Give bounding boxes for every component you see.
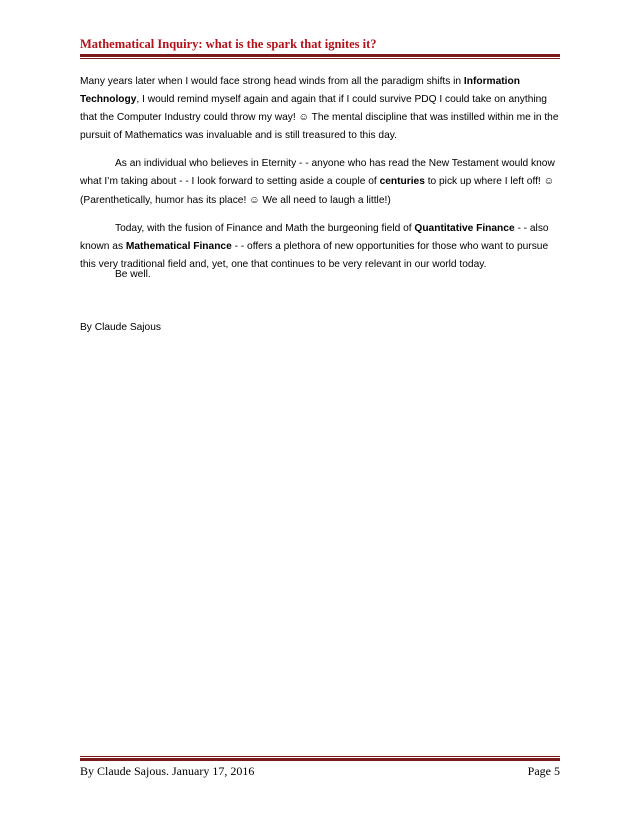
paragraph-1-bold-1: Information Technology	[80, 76, 520, 106]
paragraph-3-text-3: - - offers a plethora of new opportunities for those who want to pursue this very traditional field and, yet, one that continues to be very relevant in our world today.	[80, 240, 549, 270]
footer-rule	[80, 758, 560, 761]
farewell-line: Be well.	[115, 269, 151, 280]
footer-author-date: By Claude Sajous. January 17, 2016	[80, 764, 255, 778]
body-text	[80, 73, 560, 284]
footer-rule-thin	[80, 756, 560, 757]
paragraph-3	[80, 220, 560, 274]
page-header-title: Mathematical Inquiry: what is the spark that ignites it?	[80, 37, 377, 51]
paragraph-2-bold-1: centuries	[379, 176, 425, 188]
header-rule	[80, 54, 560, 57]
paragraph-1-text-1: Many years later when I would face strong head winds from all the paradigm shifts in	[80, 76, 464, 87]
paragraph-1-text-2: , I would remind myself again and again that if I could survive PDQ I could take on anything that the Computer Industry could throw my way! ☺ The mental discipline that was instilled within me in the pursuit of Mathematics was invaluable and is still treasured to this day.	[80, 94, 559, 142]
header-rule-thin	[80, 58, 560, 59]
paragraph-3-text-1: Today, with the fusion of Finance and Math the burgeoning field of	[115, 222, 415, 234]
author-byline: By Claude Sajous	[80, 322, 161, 333]
paragraph-3-text-2: - - also known as	[80, 222, 549, 252]
paragraph-3-bold-2: Mathematical Finance	[125, 240, 232, 252]
paragraph-2-text-2: to pick up where I left off! ☺ (Parenthetically, humor has its place! ☺ We all need to laugh a little!)	[80, 176, 554, 206]
paragraph-1	[80, 73, 560, 145]
paragraph-3-bold-1: Quantitative Finance	[414, 222, 515, 234]
footer-page-number: Page 5	[527, 764, 560, 778]
paragraph-2-text-1: As an individual who believes in Eternity - - anyone who has read the New Testament would know what I’m taking about - - I look forward to setting aside a couple of	[80, 158, 555, 188]
paragraph-2	[80, 155, 560, 209]
